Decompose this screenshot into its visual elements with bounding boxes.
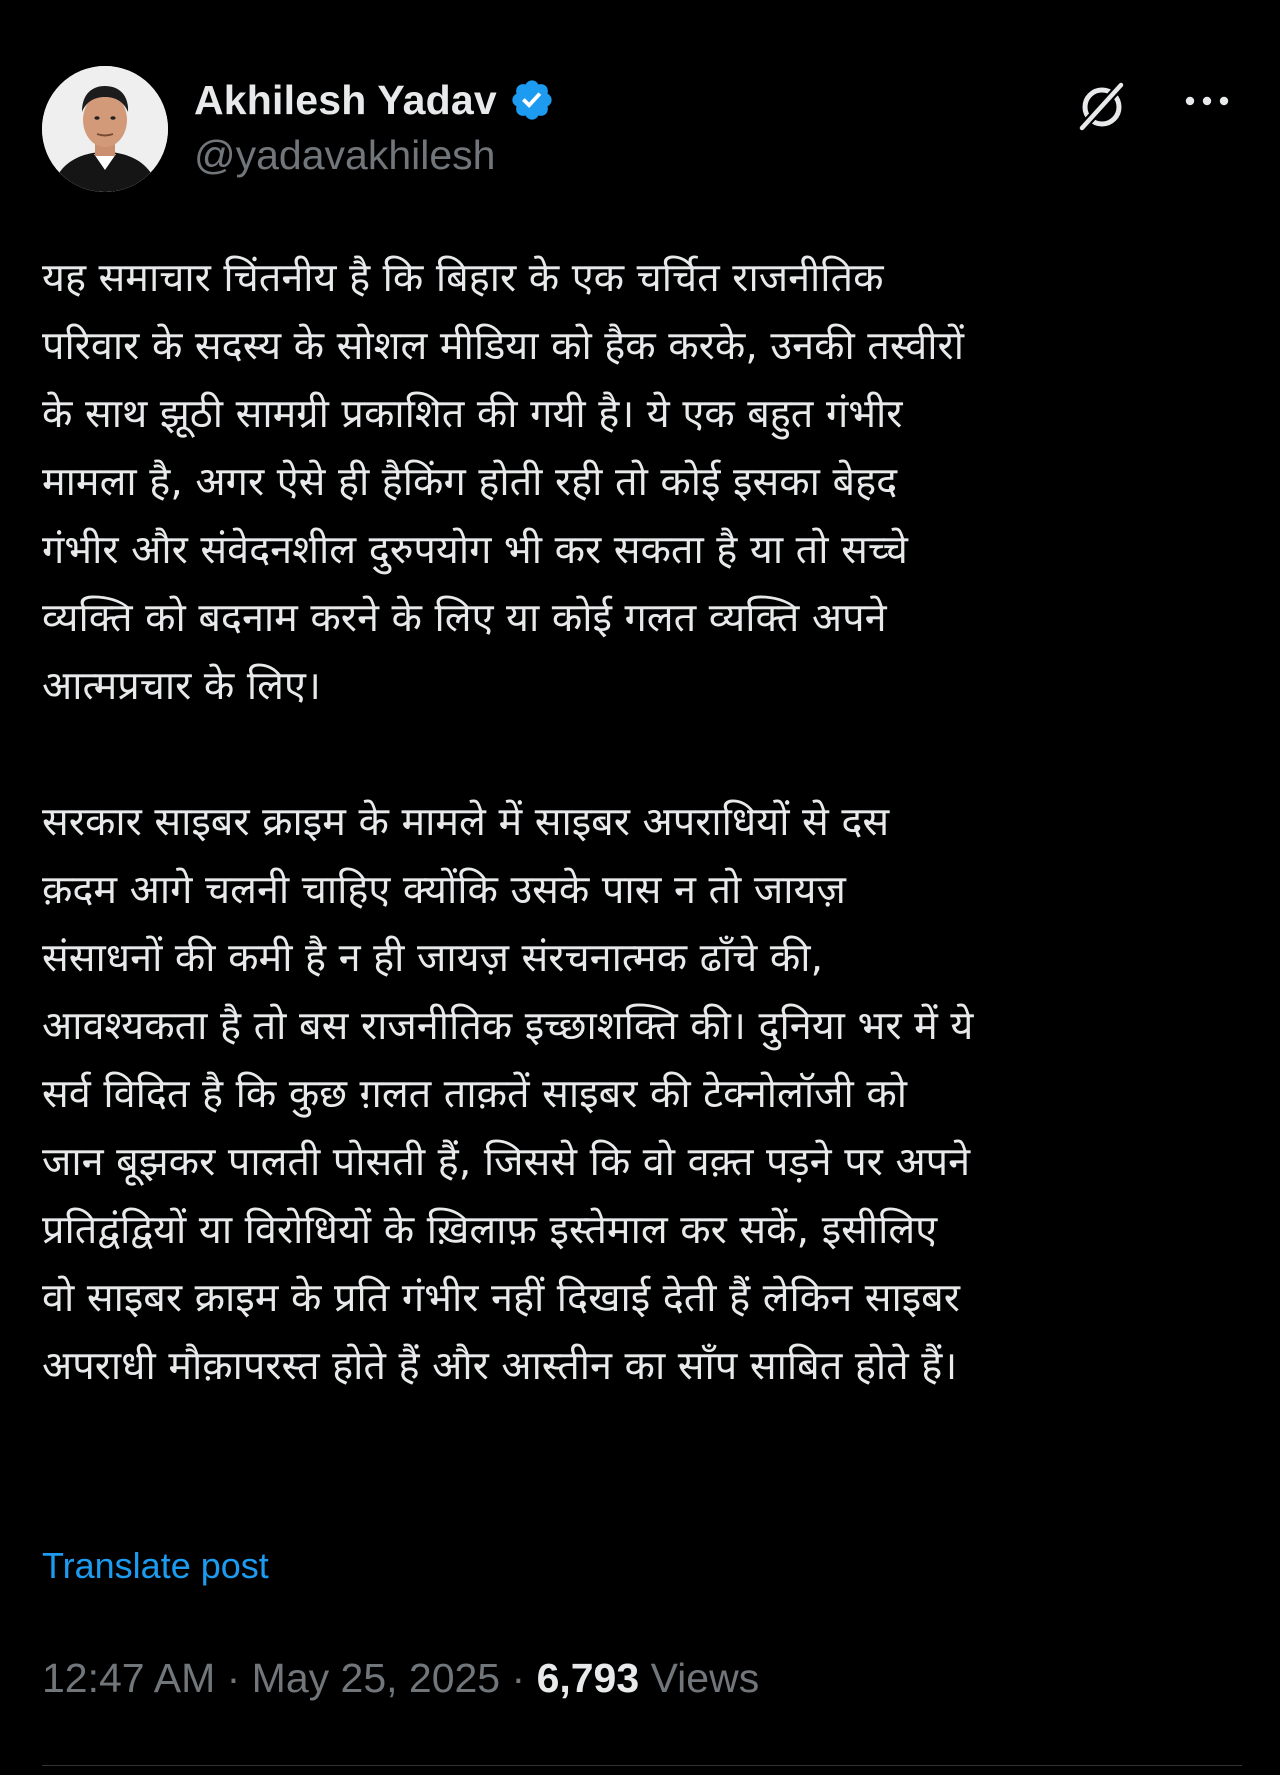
post-paragraph-2	[42, 788, 1242, 1400]
text-line: वो साइबर क्राइम के प्रति गंभीर नहीं दिखाई देती हैं लेकिन साइबर	[42, 1275, 960, 1321]
avatar[interactable]	[42, 66, 168, 192]
author-name-row	[194, 72, 894, 128]
author-handle[interactable]: @yadavakhilesh	[194, 132, 496, 178]
views-count[interactable]: 6,793	[536, 1655, 640, 1701]
views-label: Views	[639, 1655, 760, 1701]
text-line: सर्व विदित है कि कुछ ग़लत ताक़तें साइबर की टेक्नोलॉजी को	[42, 1071, 907, 1117]
text-line: क़दम आगे चलनी चाहिए क्योंकि उसके पास न तो जायज़	[42, 867, 846, 913]
text-line: संसाधनों की कमी है न ही जायज़ संरचनात्मक ढाँचे की,	[42, 935, 824, 981]
author-display-name[interactable]: Akhilesh Yadav	[194, 76, 497, 123]
post-date[interactable]: May 25, 2025	[251, 1655, 501, 1701]
text-line: सरकार साइबर क्राइम के मामले में साइबर अपराधियों से दस	[42, 799, 890, 845]
text-line: जान बूझकर पालती पोसती हैं, जिससे कि वो वक़्त पड़ने पर अपने	[42, 1139, 971, 1185]
text-line: यह समाचार चिंतनीय है कि बिहार के एक चर्चित राजनीतिक	[42, 255, 884, 301]
post-meta	[42, 1655, 759, 1702]
author-identity	[194, 72, 894, 179]
more-options-icon[interactable]	[1180, 86, 1234, 116]
text-line: परिवार के सदस्य के सोशल मीडिया को हैक करके, उनकी तस्वीरों	[42, 323, 964, 369]
grok-icon[interactable]	[1072, 76, 1132, 136]
meta-separator: ·	[215, 1655, 252, 1701]
text-line: गंभीर और संवेदनशील दुरुपयोग भी कर सकता है या तो सच्चे	[42, 527, 908, 573]
post-paragraph-1	[42, 244, 1242, 720]
post-time[interactable]: 12:47 AM	[42, 1655, 216, 1701]
divider	[42, 1765, 1242, 1766]
text-line: आत्मप्रचार के लिए।	[42, 663, 321, 709]
post-text	[42, 244, 1242, 1400]
meta-separator: ·	[500, 1655, 537, 1701]
text-line: प्रतिद्वंद्वियों या विरोधियों के ख़िलाफ़ इस्तेमाल कर सकें, इसीलिए	[42, 1207, 938, 1253]
text-line: मामला है, अगर ऐसे ही हैकिंग होती रही तो कोई इसका बेहद	[42, 459, 898, 505]
post-header	[42, 66, 1242, 196]
translate-post-link[interactable]: Translate post	[42, 1545, 269, 1586]
text-line: के साथ झूठी सामग्री प्रकाशित की गयी है। ये एक बहुत गंभीर	[42, 391, 903, 437]
verified-badge-icon[interactable]	[509, 77, 555, 123]
text-line: आवश्यकता है तो बस राजनीतिक इच्छाशक्ति की। दुनिया भर में ये	[42, 1003, 974, 1049]
text-line: अपराधी मौक़ापरस्त होते हैं और आस्तीन का साँप साबित होते हैं।	[42, 1343, 958, 1389]
avatar-image	[42, 66, 168, 192]
text-line: व्यक्ति को बदनाम करने के लिए या कोई गलत व्यक्ति अपने	[42, 595, 887, 641]
